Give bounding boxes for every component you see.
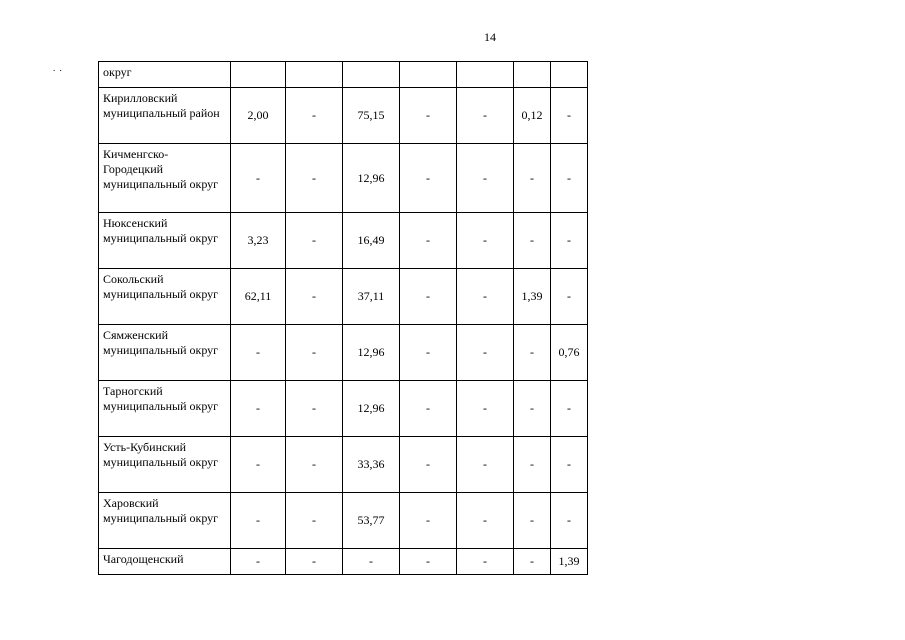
value-cell: -	[457, 269, 514, 325]
district-name-cell: Кирилловский муниципальный район	[99, 88, 231, 144]
value-cell: 2,00	[231, 88, 286, 144]
value-cell: -	[457, 213, 514, 269]
district-name-cell: Чагодощенский	[99, 549, 231, 575]
value-cell: -	[400, 325, 457, 381]
value-cell: -	[514, 213, 551, 269]
value-cell: 53,77	[343, 493, 400, 549]
scan-speck: . .	[53, 63, 63, 73]
value-cell: -	[400, 213, 457, 269]
table-row	[99, 549, 588, 575]
value-cell: -	[286, 549, 343, 575]
value-cell: -	[457, 437, 514, 493]
value-cell: -	[286, 213, 343, 269]
value-cell	[400, 62, 457, 88]
table-row	[99, 493, 588, 549]
value-cell: -	[286, 269, 343, 325]
value-cell: -	[551, 269, 588, 325]
value-cell	[343, 62, 400, 88]
value-cell: -	[551, 493, 588, 549]
table-row	[99, 437, 588, 493]
value-cell: 16,49	[343, 213, 400, 269]
value-cell: -	[514, 325, 551, 381]
value-cell: -	[231, 437, 286, 493]
value-cell: -	[551, 88, 588, 144]
value-cell: 62,11	[231, 269, 286, 325]
value-cell: -	[551, 144, 588, 213]
district-name-cell: Харовский муниципальный округ	[99, 493, 231, 549]
value-cell: -	[457, 381, 514, 437]
value-cell: 3,23	[231, 213, 286, 269]
value-cell: -	[286, 88, 343, 144]
value-cell: -	[286, 493, 343, 549]
value-cell: -	[514, 493, 551, 549]
value-cell: -	[231, 493, 286, 549]
value-cell: 37,11	[343, 269, 400, 325]
value-cell	[286, 62, 343, 88]
value-cell: 12,96	[343, 381, 400, 437]
value-cell	[231, 62, 286, 88]
value-cell: -	[551, 381, 588, 437]
value-cell: -	[457, 144, 514, 213]
district-name-cell: Сямженский муниципальный округ	[99, 325, 231, 381]
value-cell: -	[551, 437, 588, 493]
value-cell: -	[514, 381, 551, 437]
value-cell: -	[231, 549, 286, 575]
value-cell: -	[286, 381, 343, 437]
table-row	[99, 62, 588, 88]
district-name-cell: Кичменгско-Городецкий муниципальный округ	[99, 144, 231, 213]
value-cell: -	[457, 88, 514, 144]
table-row	[99, 325, 588, 381]
value-cell: -	[400, 269, 457, 325]
district-name-cell: Усть-Кубинский муниципальный округ	[99, 437, 231, 493]
district-name-cell: Нюксенский муниципальный округ	[99, 213, 231, 269]
value-cell: -	[343, 549, 400, 575]
table-row	[99, 213, 588, 269]
value-cell: -	[231, 144, 286, 213]
value-cell: -	[514, 144, 551, 213]
district-name-cell: округ	[99, 62, 231, 88]
value-cell: 0,12	[514, 88, 551, 144]
value-cell: -	[400, 437, 457, 493]
value-cell: -	[400, 381, 457, 437]
value-cell: -	[286, 144, 343, 213]
value-cell: -	[400, 493, 457, 549]
value-cell	[514, 62, 551, 88]
value-cell: 33,36	[343, 437, 400, 493]
table-row	[99, 144, 588, 213]
value-cell: -	[551, 213, 588, 269]
value-cell: 12,96	[343, 325, 400, 381]
value-cell: 1,39	[551, 549, 588, 575]
district-name-cell: Тарногский муниципальный округ	[99, 381, 231, 437]
value-cell: 0,76	[551, 325, 588, 381]
value-cell: -	[400, 144, 457, 213]
value-cell: -	[457, 493, 514, 549]
value-cell	[457, 62, 514, 88]
value-cell: -	[457, 325, 514, 381]
data-table	[98, 61, 588, 575]
table-row	[99, 269, 588, 325]
table-row	[99, 381, 588, 437]
value-cell: -	[514, 437, 551, 493]
value-cell	[551, 62, 588, 88]
value-cell: -	[286, 437, 343, 493]
value-cell: -	[286, 325, 343, 381]
value-cell: -	[231, 381, 286, 437]
value-cell: -	[400, 549, 457, 575]
value-cell: -	[400, 88, 457, 144]
value-cell: -	[457, 549, 514, 575]
value-cell: 12,96	[343, 144, 400, 213]
district-name-cell: Сокольский муниципальный округ	[99, 269, 231, 325]
page-number: 14	[484, 30, 496, 44]
value-cell: -	[514, 549, 551, 575]
table-row	[99, 88, 588, 144]
table-body	[99, 62, 588, 575]
value-cell: -	[231, 325, 286, 381]
value-cell: 1,39	[514, 269, 551, 325]
value-cell: 75,15	[343, 88, 400, 144]
